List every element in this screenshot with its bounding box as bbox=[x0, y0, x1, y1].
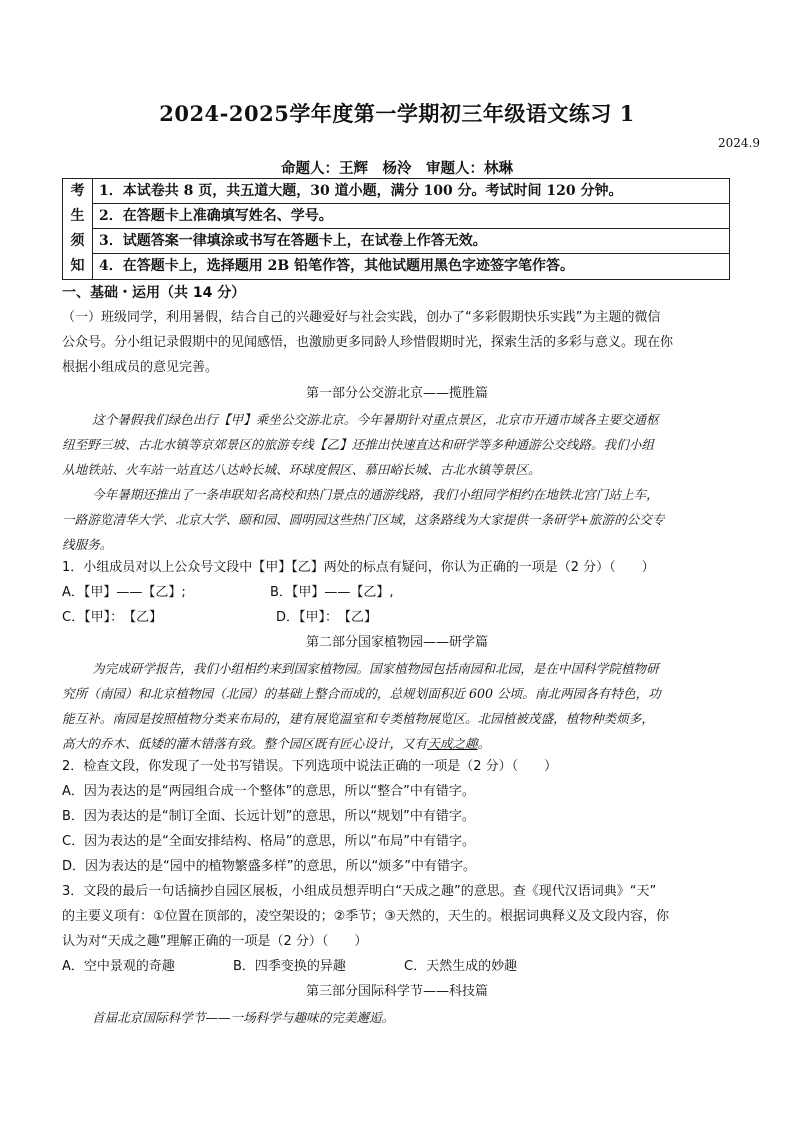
notice-item: 1．本试卷共 8 页，共五道大题，30 道小题，满分 100 分。考试时间 120 分钟。 bbox=[93, 179, 729, 204]
passage-line: 线服务。 bbox=[62, 537, 113, 552]
question-1-option-c: C．【甲】： 【乙】 bbox=[62, 610, 163, 625]
exam-authors: 命题人：王辉 杨泠 审题人：林琳 bbox=[281, 160, 513, 177]
passage-line: 从地铁站、火车站一站直达八达岭长城、环球度假区、慕田峪长城、古北水镇等景区。 bbox=[62, 462, 541, 477]
notice-item: 4．在答题卡上，选择题用 2B 铅笔作答，其他试题用黑色字迹签字笔作答。 bbox=[99, 258, 575, 274]
part2-title: 第二部分国家植物园——研学篇 bbox=[305, 635, 488, 650]
question-3-stem-line: 3．文段的最后一句话摘抄自园区展板，小组成员想弄明白“天成之趣”的意思。查《现代汉语词典》“天” bbox=[62, 884, 657, 899]
question-3-option-c: C．天然生成的妙趣 bbox=[404, 959, 518, 974]
section-heading: 一、基础・运用（共 14 分） bbox=[62, 285, 246, 301]
question-2-option-a: A．因为表达的是“两园组合成一个整体”的意思，所以“整合”中有错字。 bbox=[62, 784, 475, 799]
notice-items bbox=[93, 179, 729, 279]
passage-text: 高大的乔木、低矮的灌木错落有致。整个园区既有匠心设计，又有 bbox=[62, 736, 428, 751]
passage-line: 这个暑假我们绿色出行【甲】乘坐公交游北京。今年暑期针对重点景区，北京市开通市域各主要交通枢 bbox=[92, 412, 659, 427]
passage-line: 今年暑期还推出了一条串联知名高校和热门景点的通游线路，我们小组同学相约在地铁北宫门站上车， bbox=[92, 487, 659, 502]
question-2-option-d: D．因为表达的是“园中的植物繁盛多样”的意思，所以“烦多”中有错字。 bbox=[62, 859, 476, 874]
question-1-option-d: D．【甲】： 【乙】 bbox=[276, 610, 378, 625]
passage-line: 一路游览清华大学、北京大学、颐和园、圆明园这些热门区域，这条路线为大家提供一条研学+旅游的公交专 bbox=[62, 512, 665, 527]
passage-line: 纽至野三坡、古北水镇等京郊景区的旅游专线【乙】还推出快速直达和研学等多种通游公交线路。我们小组 bbox=[62, 437, 654, 452]
question-1-option-a: A．【甲】——【乙】; bbox=[62, 585, 186, 600]
passage-line: 为完成研学报告，我们小组相约来到国家植物园。国家植物园包括南园和北园，是在中国科学院植物研 bbox=[92, 661, 659, 676]
intro-line: （一）班级同学，利用暑假，结合自己的兴趣爱好与社会实践，创办了“多彩假期快乐实践”为主题的微信 bbox=[62, 310, 661, 325]
notice-side-char: 生 bbox=[70, 208, 85, 224]
question-2-stem: 2．检查文段，你发现了一处书写错误。下列选项中说法正确的一项是（2 分）（ ） bbox=[62, 759, 558, 774]
question-2-option-c: C．因为表达的是“全面安排结构、格局”的意思，所以“布局”中有错字。 bbox=[62, 834, 476, 849]
notice-side-label bbox=[63, 179, 93, 279]
passage-line: 首届北京国际科学节——一场科学与趣味的完美邂逅。 bbox=[92, 1010, 395, 1025]
question-3-option-a: A．空中景观的奇趣 bbox=[62, 959, 175, 974]
part1-title: 第一部分公交游北京——揽胜篇 bbox=[305, 386, 488, 401]
notice-item: 2．在答题卡上准确填写姓名、学号。 bbox=[93, 204, 729, 229]
candidate-notice-box bbox=[62, 178, 730, 280]
question-3-stem-line: 的主要义项有：①位置在顶部的，凌空架设的；②季节；③天然的，天生的。根据词典释义及文段内容，你 bbox=[62, 909, 669, 924]
passage-text: 。 bbox=[477, 736, 491, 751]
intro-line: 根据小组成员的意见完善。 bbox=[62, 360, 219, 375]
notice-side-char: 须 bbox=[70, 233, 85, 249]
intro-line: 公众号。分小组记录假期中的见闻感悟，也激励更多同龄人珍惜假期时光，探索生活的多彩与意义。现在你 bbox=[62, 335, 674, 350]
question-3-option-b: B．四季变换的异趣 bbox=[233, 959, 346, 974]
question-1-stem: 1．小组成员对以上公众号文段中【甲】【乙】两处的标点有疑问，你认为正确的一项是（2 分）（ ） bbox=[62, 560, 655, 575]
passage-line bbox=[62, 734, 490, 754]
passage-line: 究所（南园）和北京植物园（北园）的基础上整合而成的，总规划面积近 600 公顷。南北两园各有特色，功 bbox=[62, 686, 661, 701]
notice-side-char: 考 bbox=[70, 183, 85, 199]
exam-title: 2024-2025学年度第一学期初三年级语文练习 1 bbox=[159, 101, 635, 126]
question-2-option-b: B．因为表达的是“制订全面、长远计划”的意思，所以“规划”中有错字。 bbox=[62, 809, 475, 824]
passage-line: 能互补。南园是按照植物分类来布局的，建有展览温室和专类植物展览区。北园植被茂盛，植物种类烦多， bbox=[62, 711, 654, 726]
exam-date: 2024.9 bbox=[718, 136, 760, 150]
notice-side-char: 知 bbox=[70, 258, 85, 274]
question-3-stem-line: 认为对“天成之趣”理解正确的一项是（2 分）（ ） bbox=[62, 934, 368, 949]
question-1-option-b: B．【甲】——【乙】, bbox=[270, 585, 394, 600]
part3-title: 第三部分国际科学节——科技篇 bbox=[305, 984, 488, 999]
underlined-phrase: 天成之趣 bbox=[427, 736, 478, 751]
notice-item: 3．试题答案一律填涂或书写在答题卡上，在试卷上作答无效。 bbox=[93, 229, 729, 254]
